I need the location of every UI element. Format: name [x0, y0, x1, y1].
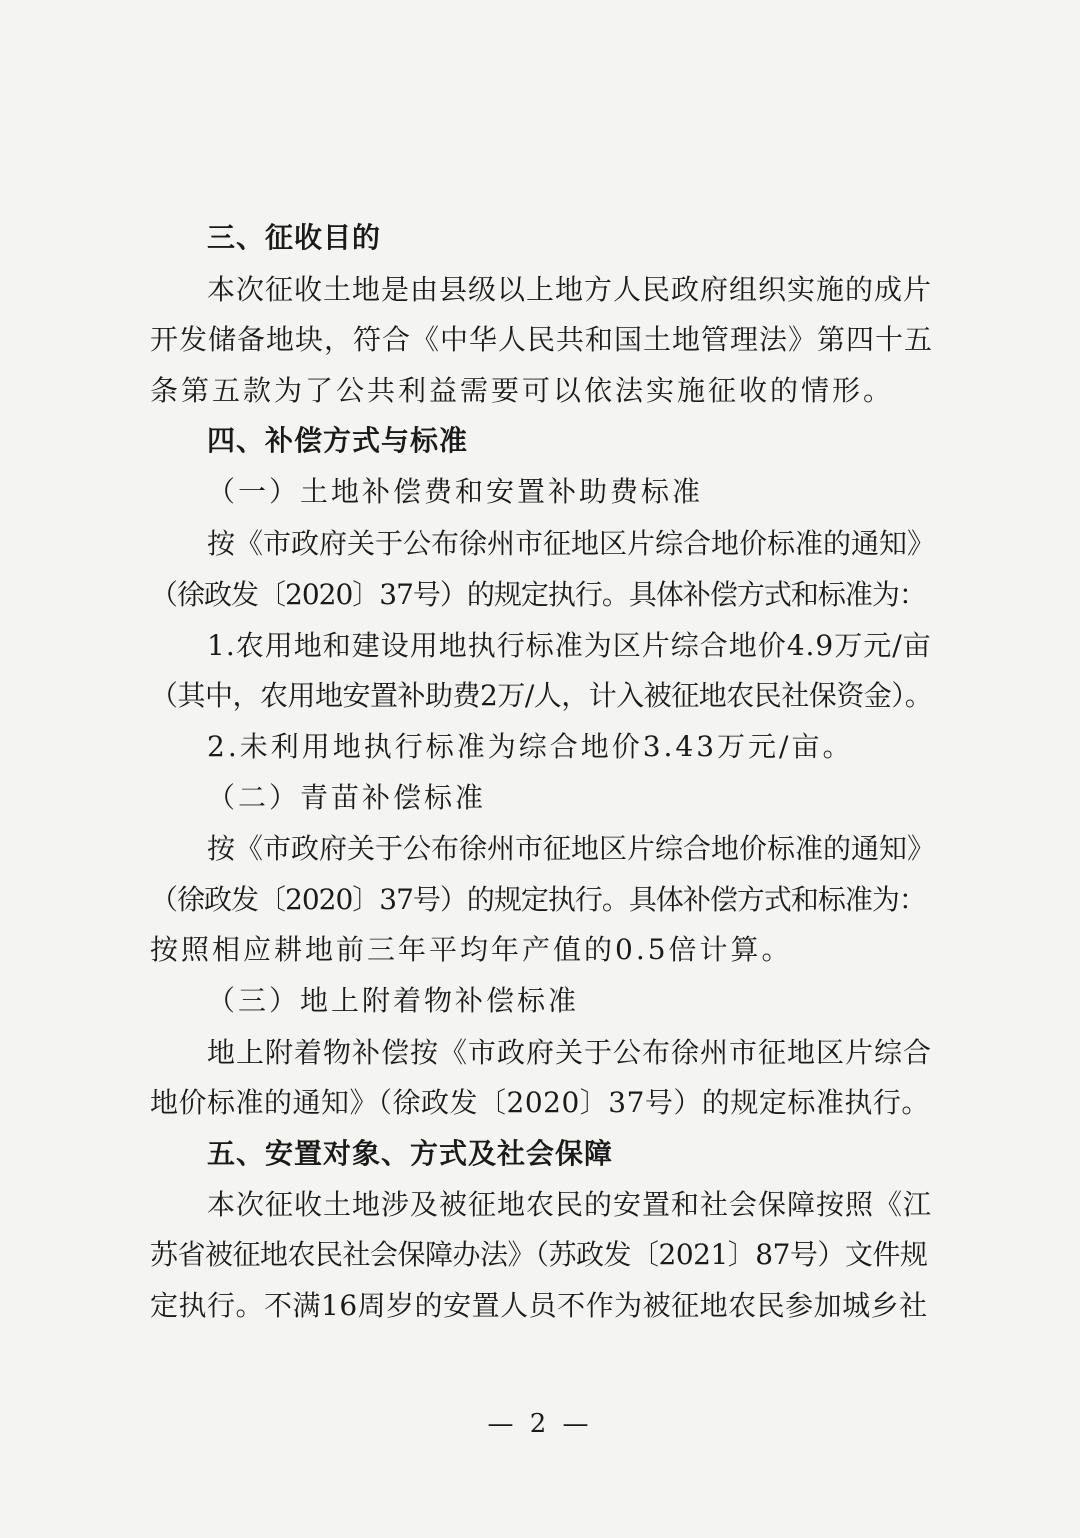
paragraph-line: 开发储备地块，符合《中华人民共和国土地管理法》第四十五: [150, 323, 934, 356]
paragraph-line: 地价标准的通知》（徐政发〔2020〕37号）的规定标准执行。: [150, 1086, 930, 1119]
paragraph-line: （徐政发〔2020〕37号）的规定执行。具体补偿方式和标准为：: [150, 578, 926, 611]
paragraph-line: 2.未利用地执行标准为综合地价3.43万元/亩。: [207, 730, 854, 763]
paragraph-line: 本次征收土地是由县级以上地方人民政府组织实施的成片: [207, 273, 933, 306]
subsection-heading: （二）青苗补偿标准: [207, 781, 487, 814]
paragraph-line: 按《市政府关于公布徐州市征地区片综合地价标准的通知》: [207, 832, 936, 865]
subsection-heading: （一）土地补偿费和安置补助费标准: [207, 475, 704, 508]
paragraph-line: 按照相应耕地前三年平均年产值的0.5倍计算。: [150, 933, 793, 966]
paragraph-line: （徐政发〔2020〕37号）的规定执行。具体补偿方式和标准为：: [150, 883, 926, 916]
section-heading: 四、补偿方式与标准: [207, 424, 469, 457]
section-heading: 三、征收目的: [207, 221, 382, 254]
paragraph-line: 按《市政府关于公布徐州市征地区片综合地价标准的通知》: [207, 527, 936, 560]
paragraph-line: 1.农用地和建设用地执行标准为区片综合地价4.9万元/亩: [207, 629, 932, 662]
paragraph-line: 定执行。不满16周岁的安置人员不作为被征地农民参加城乡社: [150, 1289, 928, 1322]
paragraph-line: （其中，农用地安置补助费2万/人，计入被征地农民社保资金）。: [150, 679, 933, 712]
paragraph-line: 本次征收土地涉及被征地农民的安置和社会保障按照《江: [207, 1188, 933, 1221]
page-number: — 2 —: [487, 1409, 593, 1439]
paragraph-line: 地上附着物补偿按《市政府关于公布徐州市征地区片综合: [207, 1036, 933, 1069]
paragraph-line: 苏省被征地农民社会保障办法》（苏政发〔2021〕87号）文件规: [150, 1238, 928, 1271]
subsection-heading: （三）地上附着物补偿标准: [207, 984, 580, 1017]
paragraph-line: 条第五款为了公共利益需要可以依法实施征收的情形。: [150, 374, 895, 407]
section-heading: 五、安置对象、方式及社会保障: [207, 1137, 614, 1170]
